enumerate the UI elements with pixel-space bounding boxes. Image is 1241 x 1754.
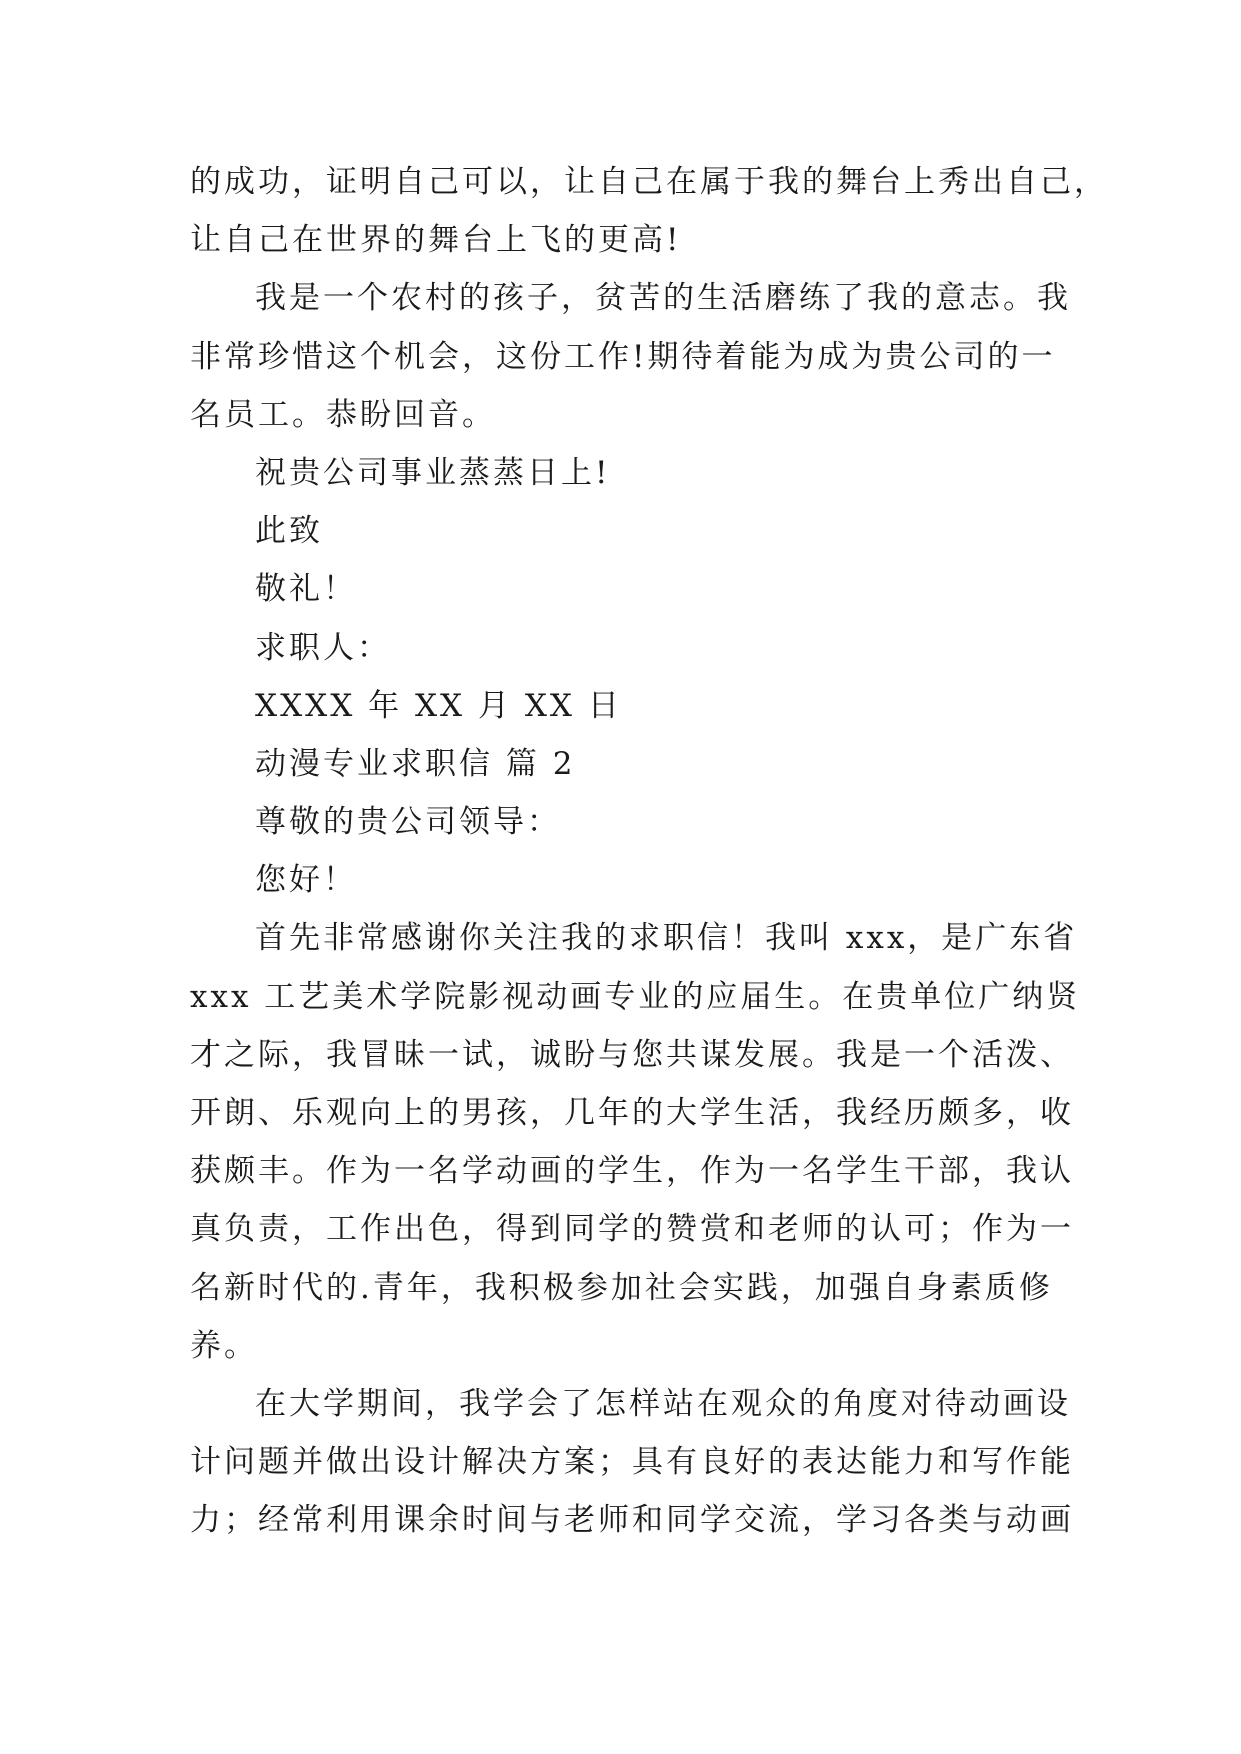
text-line: 在大学期间，我学会了怎样站在观众的角度对待动画设 bbox=[255, 1385, 1071, 1422]
text-line: 求职人： bbox=[255, 629, 391, 666]
text-line: 此致 bbox=[255, 513, 323, 550]
text-line: 祝贵公司事业蒸蒸日上! bbox=[255, 454, 611, 491]
text-line: 敬礼！ bbox=[255, 571, 357, 608]
text-line: 才之际，我冒昧一试，诚盼与您共谋发展。我是一个活泼、 bbox=[190, 1036, 1074, 1073]
text-line: 力；经常利用课余时间与老师和同学交流，学习各类与动画 bbox=[190, 1502, 1074, 1539]
text-line: 让自己在世界的舞台上飞的更高! bbox=[190, 222, 682, 259]
section-heading: 动漫专业求职信 篇 2 bbox=[255, 745, 576, 782]
text-line: 获颇丰。作为一名学动画的学生，作为一名学生干部，我认 bbox=[190, 1153, 1074, 1190]
salutation: 尊敬的贵公司领导： bbox=[255, 804, 561, 841]
text-line: 非常珍惜这个机会，这份工作!期待着能为成为贵公司的一 bbox=[190, 338, 1056, 375]
letter-body bbox=[190, 153, 1108, 1550]
text-line: 的成功，证明自己可以，让自己在属于我的舞台上秀出自己， bbox=[190, 164, 1108, 200]
text-line: 开朗、乐观向上的男孩，几年的大学生活，我经历颇多，收 bbox=[190, 1095, 1074, 1131]
text-line: 名员工。恭盼回音。 bbox=[190, 396, 496, 433]
text-line: 养。 bbox=[190, 1327, 258, 1364]
date-line: XXXX 年 XX 月 XX 日 bbox=[255, 687, 622, 724]
text-line: 我是一个农村的孩子，贫苦的生活磨练了我的意志。我 bbox=[255, 280, 1071, 317]
text-line: 真负责，工作出色，得到同学的赞赏和老师的认可；作为一 bbox=[190, 1211, 1074, 1248]
text-line: 计问题并做出设计解决方案；具有良好的表达能力和写作能 bbox=[190, 1444, 1074, 1481]
text-line: 首先非常感谢你关注我的求职信！我叫 xxx，是广东省 bbox=[255, 920, 1078, 957]
text-line: 名新时代的.青年，我积极参加社会实践，加强自身素质修 bbox=[190, 1269, 1053, 1306]
text-line: xxx 工艺美术学院影视动画专业的应届生。在贵单位广纳贤 bbox=[190, 978, 1081, 1015]
greeting: 您好！ bbox=[255, 862, 357, 899]
